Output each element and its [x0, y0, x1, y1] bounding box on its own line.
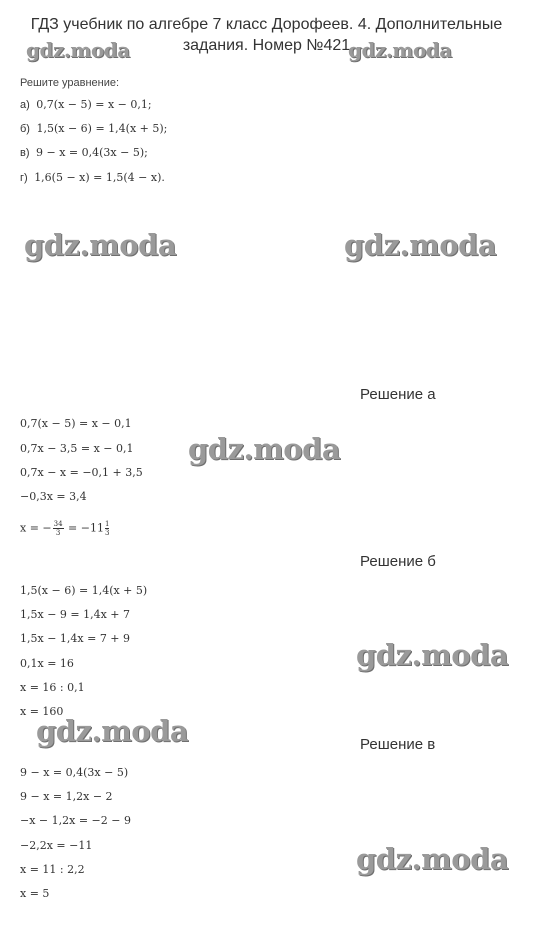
solution-line: 0,1x = 16: [20, 657, 74, 670]
solution-final-line: [20, 520, 109, 537]
solution-line: x = 16 : 0,1: [20, 681, 85, 694]
watermark: gdz.moda: [356, 638, 509, 672]
solution-line: x = 5: [20, 887, 50, 900]
solution-line: x = 160: [20, 705, 64, 718]
task-item: [20, 122, 167, 135]
solution-heading-b: Решение б: [360, 553, 436, 570]
page-title-line-1: ГДЗ учебник по алгебре 7 класс Дорофеев. 4. Дополнительные: [30, 16, 503, 33]
watermark: gdz.moda: [356, 842, 509, 876]
watermark: gdz.moda: [188, 432, 341, 466]
solution-heading-c: Решение в: [360, 736, 436, 753]
solution-line: x = 11 : 2,2: [20, 863, 85, 876]
task-item: [20, 98, 152, 111]
mixed-numerator: 1: [105, 520, 110, 528]
solution-heading-a: Решение а: [360, 386, 436, 403]
task-item: [20, 171, 165, 184]
solution-line: 0,7x − x = −0,1 + 3,5: [20, 466, 143, 479]
fraction-numerator: 34: [53, 520, 63, 528]
fraction-denominator: 3: [55, 529, 61, 537]
watermark: gdz.moda: [344, 228, 497, 262]
solution-line: −x − 1,2x = −2 − 9: [20, 814, 131, 827]
task-item-label: б): [20, 123, 30, 135]
watermark: gdz.moda: [24, 228, 177, 262]
solution-line: 0,7(x − 5) = x − 0,1: [20, 417, 132, 430]
solution-line: 1,5x − 1,4x = 7 + 9: [20, 632, 131, 645]
task-item-label: г): [20, 172, 28, 184]
final-mid: = −11: [64, 521, 104, 535]
mixed-denominator: 3: [105, 529, 110, 537]
final-lhs: x = −: [20, 521, 52, 535]
task-item: [20, 146, 148, 159]
watermark: gdz.moda: [26, 38, 130, 62]
task-item-equation: 1,5(x − 6) = 1,4(x + 5);: [36, 122, 168, 135]
solution-line: −0,3x = 3,4: [20, 490, 87, 503]
page-title-line-2: задания. Номер №421: [182, 37, 351, 54]
watermark: gdz.moda: [36, 714, 189, 748]
task-item-label: в): [20, 147, 30, 159]
task-item-equation: 0,7(x − 5) = x − 0,1;: [36, 98, 152, 111]
task-item-label: а): [20, 99, 30, 111]
solution-line: 0,7x − 3,5 = x − 0,1: [20, 442, 134, 455]
watermark: gdz.moda: [348, 38, 452, 62]
solution-line: 9 − x = 1,2x − 2: [20, 790, 113, 803]
fraction: [53, 520, 64, 537]
solution-line: 9 − x = 0,4(3x − 5): [20, 766, 129, 779]
task-item-equation: 9 − x = 0,4(3x − 5);: [36, 146, 148, 159]
task-intro: Решите уравнение:: [20, 77, 120, 89]
solution-line: 1,5x − 9 = 1,4x + 7: [20, 608, 131, 621]
task-item-equation: 1,6(5 − x) = 1,5(4 − x).: [34, 171, 165, 184]
solution-line: 1,5(x − 6) = 1,4(x + 5): [20, 584, 148, 597]
solution-line: −2,2x = −11: [20, 839, 93, 852]
mixed-fraction: [105, 520, 109, 537]
